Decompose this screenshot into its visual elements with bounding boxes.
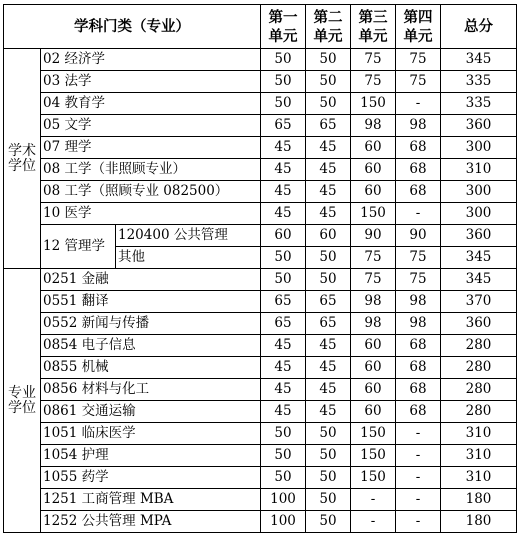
table-row bbox=[4, 511, 517, 533]
cell-u2: 50 bbox=[306, 489, 351, 511]
subject-cell: 0552 新闻与传播 bbox=[41, 313, 261, 335]
subject-cell: 1054 护理 bbox=[41, 445, 261, 467]
table-row bbox=[4, 445, 517, 467]
cell-u3: 60 bbox=[351, 357, 396, 379]
cell-u2: 65 bbox=[306, 291, 351, 313]
table-row bbox=[4, 137, 517, 159]
table-row bbox=[4, 159, 517, 181]
subject-cell: 04 教育学 bbox=[41, 93, 261, 115]
subject-cell: 1051 临床医学 bbox=[41, 423, 261, 445]
cell-total: 360 bbox=[441, 225, 517, 247]
professional-section bbox=[4, 269, 517, 533]
cell-u3: 150 bbox=[351, 445, 396, 467]
cell-total: 280 bbox=[441, 401, 517, 423]
cell-total: 300 bbox=[441, 203, 517, 225]
table-row bbox=[4, 269, 517, 291]
cell-u1: 50 bbox=[261, 247, 306, 269]
cell-total: 180 bbox=[441, 489, 517, 511]
subject-cell: 10 医学 bbox=[41, 203, 261, 225]
subject-cell: 0251 金融 bbox=[41, 269, 261, 291]
cell-u4: 68 bbox=[396, 159, 441, 181]
cell-total: 335 bbox=[441, 71, 517, 93]
sub-subject-cell: 120400 公共管理 bbox=[116, 225, 261, 247]
cell-u4: 68 bbox=[396, 379, 441, 401]
cell-u4: - bbox=[396, 467, 441, 489]
subject-cell: 1252 公共管理 MPA bbox=[41, 511, 261, 533]
cell-u2: 50 bbox=[306, 445, 351, 467]
header-total: 总分 bbox=[441, 5, 517, 49]
cell-u4: 98 bbox=[396, 291, 441, 313]
cell-u3: 150 bbox=[351, 423, 396, 445]
cell-total: 335 bbox=[441, 93, 517, 115]
cell-u2: 50 bbox=[306, 71, 351, 93]
table-row bbox=[4, 401, 517, 423]
subject-cell: 08 工学（照顾专业 082500） bbox=[41, 181, 261, 203]
cell-u1: 50 bbox=[261, 49, 306, 71]
cell-u1: 45 bbox=[261, 137, 306, 159]
subject-cell: 03 法学 bbox=[41, 71, 261, 93]
header-unit2: 第二 单元 bbox=[306, 5, 351, 49]
cell-u3: 98 bbox=[351, 291, 396, 313]
cell-u4: 68 bbox=[396, 335, 441, 357]
subject-cell: 08 工学（非照顾专业） bbox=[41, 159, 261, 181]
cell-u4: 75 bbox=[396, 247, 441, 269]
cell-u4: 75 bbox=[396, 71, 441, 93]
table-row bbox=[4, 357, 517, 379]
table-row bbox=[4, 71, 517, 93]
cell-u2: 50 bbox=[306, 93, 351, 115]
subject-cell: 12 管理学 bbox=[41, 225, 116, 269]
subject-cell: 02 经济学 bbox=[41, 49, 261, 71]
cell-u2: 50 bbox=[306, 247, 351, 269]
cell-total: 345 bbox=[441, 247, 517, 269]
cell-u3: 150 bbox=[351, 467, 396, 489]
cell-total: 345 bbox=[441, 269, 517, 291]
cell-u1: 45 bbox=[261, 379, 306, 401]
header-category: 学科门类（专业） bbox=[4, 5, 261, 49]
subject-cell: 0861 交通运输 bbox=[41, 401, 261, 423]
cell-total: 280 bbox=[441, 335, 517, 357]
cell-total: 310 bbox=[441, 445, 517, 467]
subject-cell: 0854 电子信息 bbox=[41, 335, 261, 357]
table-row bbox=[4, 335, 517, 357]
subject-cell: 1055 药学 bbox=[41, 467, 261, 489]
cell-total: 360 bbox=[441, 115, 517, 137]
cell-u3: - bbox=[351, 489, 396, 511]
cell-u3: 150 bbox=[351, 93, 396, 115]
cell-u3: 75 bbox=[351, 269, 396, 291]
cell-u4: 68 bbox=[396, 357, 441, 379]
cell-total: 300 bbox=[441, 137, 517, 159]
cell-u2: 45 bbox=[306, 137, 351, 159]
cell-u3: 60 bbox=[351, 401, 396, 423]
cell-u2: 50 bbox=[306, 467, 351, 489]
cell-u1: 60 bbox=[261, 225, 306, 247]
header-unit4: 第四 单元 bbox=[396, 5, 441, 49]
cell-u2: 50 bbox=[306, 269, 351, 291]
cell-u1: 50 bbox=[261, 467, 306, 489]
table-row bbox=[4, 115, 517, 137]
subject-cell: 0856 材料与化工 bbox=[41, 379, 261, 401]
table-row bbox=[4, 423, 517, 445]
table-row bbox=[4, 203, 517, 225]
cell-u4: - bbox=[396, 203, 441, 225]
cell-u4: 68 bbox=[396, 137, 441, 159]
cell-u1: 100 bbox=[261, 489, 306, 511]
cell-u4: 75 bbox=[396, 49, 441, 71]
cell-u1: 45 bbox=[261, 401, 306, 423]
cell-total: 180 bbox=[441, 511, 517, 533]
academic-degree-label: 学术 学位 bbox=[4, 49, 41, 269]
cell-u4: - bbox=[396, 445, 441, 467]
table-row bbox=[4, 49, 517, 71]
cell-total: 280 bbox=[441, 379, 517, 401]
table-row bbox=[4, 93, 517, 115]
cell-u2: 50 bbox=[306, 49, 351, 71]
cell-u1: 50 bbox=[261, 269, 306, 291]
cell-u3: 60 bbox=[351, 137, 396, 159]
cell-u4: 75 bbox=[396, 269, 441, 291]
subject-cell: 0551 翻译 bbox=[41, 291, 261, 313]
cell-u4: 68 bbox=[396, 181, 441, 203]
cell-u4: 98 bbox=[396, 115, 441, 137]
professional-degree-label: 专业 学位 bbox=[4, 269, 41, 533]
cell-total: 310 bbox=[441, 159, 517, 181]
cell-u3: 75 bbox=[351, 247, 396, 269]
cell-u1: 65 bbox=[261, 313, 306, 335]
subject-cell: 1251 工商管理 MBA bbox=[41, 489, 261, 511]
cell-u1: 45 bbox=[261, 357, 306, 379]
cell-u3: 75 bbox=[351, 49, 396, 71]
cell-u3: 98 bbox=[351, 115, 396, 137]
sub-subject-cell: 其他 bbox=[116, 247, 261, 269]
cell-u2: 65 bbox=[306, 115, 351, 137]
cell-u4: 68 bbox=[396, 401, 441, 423]
cell-u3: - bbox=[351, 511, 396, 533]
cell-u2: 50 bbox=[306, 423, 351, 445]
cell-u1: 45 bbox=[261, 159, 306, 181]
cell-u1: 45 bbox=[261, 203, 306, 225]
header-unit3: 第三 单元 bbox=[351, 5, 396, 49]
cell-total: 345 bbox=[441, 49, 517, 71]
cell-total: 310 bbox=[441, 467, 517, 489]
cell-u2: 45 bbox=[306, 401, 351, 423]
cell-u1: 50 bbox=[261, 423, 306, 445]
cell-u1: 45 bbox=[261, 181, 306, 203]
cell-u3: 150 bbox=[351, 203, 396, 225]
cell-u2: 45 bbox=[306, 357, 351, 379]
cell-u1: 45 bbox=[261, 335, 306, 357]
cell-u1: 50 bbox=[261, 93, 306, 115]
table-row bbox=[4, 225, 517, 247]
subject-cell: 0855 机械 bbox=[41, 357, 261, 379]
cell-total: 370 bbox=[441, 291, 517, 313]
table-row bbox=[4, 467, 517, 489]
table-row bbox=[4, 313, 517, 335]
score-table bbox=[3, 4, 517, 533]
cell-total: 360 bbox=[441, 313, 517, 335]
subject-cell: 05 文学 bbox=[41, 115, 261, 137]
cell-u1: 65 bbox=[261, 291, 306, 313]
cell-u2: 50 bbox=[306, 511, 351, 533]
table-row bbox=[4, 489, 517, 511]
cell-u2: 45 bbox=[306, 335, 351, 357]
cell-u3: 90 bbox=[351, 225, 396, 247]
cell-u3: 60 bbox=[351, 181, 396, 203]
cell-u2: 45 bbox=[306, 203, 351, 225]
cell-u3: 60 bbox=[351, 379, 396, 401]
header-row bbox=[4, 5, 517, 49]
cell-u2: 60 bbox=[306, 225, 351, 247]
cell-u1: 50 bbox=[261, 445, 306, 467]
cell-u1: 100 bbox=[261, 511, 306, 533]
cell-total: 300 bbox=[441, 181, 517, 203]
cell-u2: 65 bbox=[306, 313, 351, 335]
cell-u3: 98 bbox=[351, 313, 396, 335]
cell-u4: - bbox=[396, 489, 441, 511]
cell-u4: - bbox=[396, 511, 441, 533]
table-row bbox=[4, 379, 517, 401]
cell-total: 310 bbox=[441, 423, 517, 445]
cell-u4: 90 bbox=[396, 225, 441, 247]
cell-u2: 45 bbox=[306, 181, 351, 203]
academic-section bbox=[4, 49, 517, 269]
header-unit1: 第一 单元 bbox=[261, 5, 306, 49]
cell-u1: 65 bbox=[261, 115, 306, 137]
subject-cell: 07 理学 bbox=[41, 137, 261, 159]
cell-u2: 45 bbox=[306, 379, 351, 401]
cell-u3: 75 bbox=[351, 71, 396, 93]
cell-u4: - bbox=[396, 423, 441, 445]
table-row bbox=[4, 291, 517, 313]
cell-u4: 98 bbox=[396, 313, 441, 335]
cell-u2: 45 bbox=[306, 159, 351, 181]
cell-u1: 50 bbox=[261, 71, 306, 93]
cell-u4: - bbox=[396, 93, 441, 115]
cell-u3: 60 bbox=[351, 159, 396, 181]
cell-total: 280 bbox=[441, 357, 517, 379]
cell-u3: 60 bbox=[351, 335, 396, 357]
table-row bbox=[4, 181, 517, 203]
